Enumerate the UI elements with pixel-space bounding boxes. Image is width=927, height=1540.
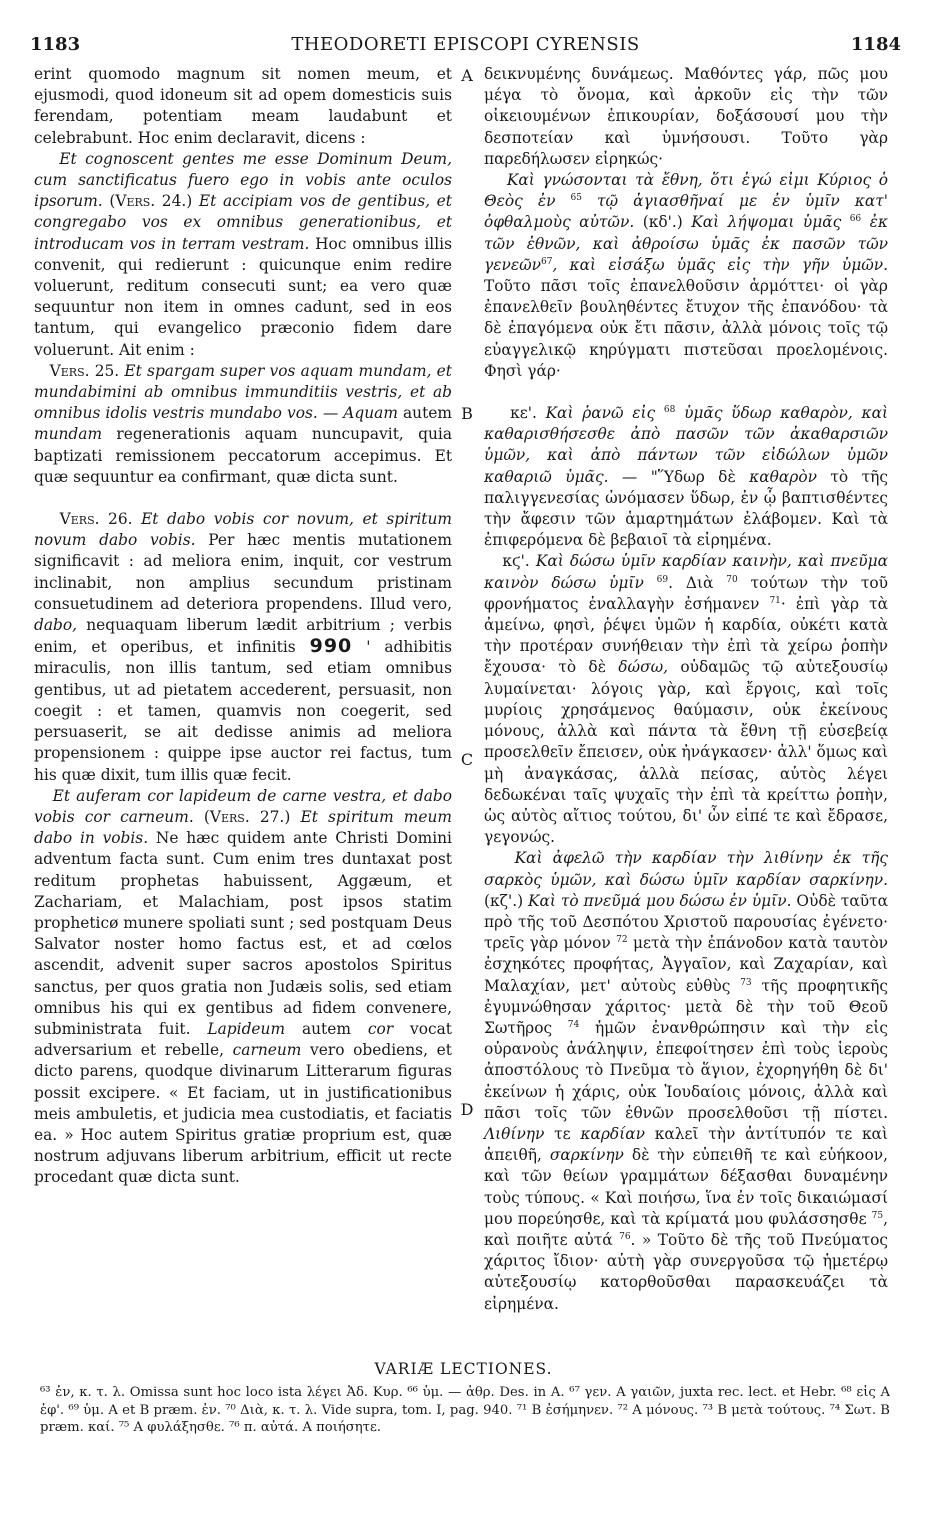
greek-p2-italic-c: Καὶ λήψομαι ὑμᾶς — [691, 213, 842, 232]
footnote-ref-75: 75 — [871, 1210, 884, 1221]
greek-p5-rest-d: ἡμῶν ἐνανθρώπησιν καὶ τὴν εἰς οὐρανοὺς ἀνάληψιν, ἐπεφοίτησεν ἐπὶ τοὺς ἱεροὺς ἀποστόλους τὸ Πνεῦμα τὸ ἅγιον, ἐχορηγήθη δὲ δι' ἐκείνων ἡ χάρις, οὐκ Ἰουδαίοις μόνοις, ἀλλὰ καὶ πᾶσι τοῖς τῶν ἐθνῶν προσελθοῦσι τῇ πίστει. — [484, 1018, 888, 1122]
greek-paragraph-4 — [484, 551, 888, 848]
footnote-ref-67: 67 — [540, 256, 553, 267]
footnote-ref-69: 69 — [656, 574, 669, 585]
latin-paragraph-3 — [34, 361, 452, 488]
latin-p4-rest-c: ' adhibitis miraculis, non illis tantum, sed etiam omnibus gentibus, ut ad pietatem accederent, persuasit, non coegit : et tamen, quamvis non coegerit, sed persuaserit, se ait dedisse animis ad meliora propensionem : quippe ipse auctor rei factus, tum his quæ dixit, tum illis quæ fecit. — [34, 638, 452, 784]
greek-p2-italic-e: , καὶ εἰσάξω ὑμᾶς εἰς τὴν γῆν ὑμῶν. — [552, 255, 888, 274]
greek-p3-italic-b: ὑμᾶς ὕδωρ καθαρὸν, καὶ καθαρισθήσεσθε ἀπὸ πασῶν τῶν ἀκαθαρσιῶν ὑμῶν, καὶ ἀπὸ πάντων τῶν εἰδώλων ὑμῶν καθαριῶ ὑμᾶς. — [484, 404, 888, 486]
margin-marker-b: B — [461, 404, 473, 423]
page-number-right: 1184 — [850, 34, 901, 55]
greek-p5-mid-b: καλεῖ τὴν ἀντίτυπόν τε καὶ ἀπειθῆ, — [484, 1124, 888, 1165]
latin-column — [34, 64, 452, 1189]
latin-p5-italic-cor: cor — [367, 1019, 394, 1038]
latin-p5-rest-a: Ne hæc quidem ante Christi Domini adventum facta sunt. Cum enim tres duntaxat post reditum prophetas habuissent, Aggæum, et Zachariam, et Malachiam, post ipsos statim propheticø munere spoliati sunt ; sed postquam Deus Salvator noster homo factus est, et ad cœlos ascendit, advenit super sacros apostolos Spiritus sanctus, per quos gratia non Judæis solis, sed etiam omnibus his qui ex gentibus ad fidem convenere, subministrata fuit. — [34, 829, 452, 1038]
footnote-ref-65: 65 — [570, 193, 582, 204]
greek-p5-italic-kardian: καρδίαν — [580, 1124, 645, 1143]
greek-p3-italic-c: καθαρὸν — [749, 467, 817, 486]
greek-p2-italic-a: Καὶ γνώσονται τὰ ἔθνη, ὅτι ἐγώ εἰμι Κύριος ὁ Θεὸς ἐν — [484, 171, 888, 211]
latin-p5-mid-a: autem — [301, 1019, 351, 1038]
greek-p2-verse: (κδ'.) — [642, 213, 683, 232]
footnote-ref-68: 68 — [663, 404, 676, 415]
greek-p4-verse: κϛ'. — [502, 552, 530, 571]
latin-p3-italic-c: mundam — [34, 425, 103, 444]
greek-p5-rest-e: δὲ τὴν εὐπειθῆ τε καὶ εὐήκοον, καὶ τῶν θείων γραμμάτων δέξασθαι δυναμένην τοὺς τύπους. « Καὶ ποιήσω, ἵνα ἐν τοῖς δικαιώμασί μου πορεύησθε, καὶ τὰ κρίματά μου φυλάσσησθε — [484, 1146, 888, 1228]
latin-paragraph-1: erint quomodo magnum sit nomen meum, et ejusmodi, quod idoneum sit ad opem domesticis suis ferendam, potentiam meam laudabunt et celebrabunt. Hoc enim declaravit, dicens : — [34, 65, 452, 147]
latin-p2-rest: Hoc omnibus illis convenit, qui redierunt : quicunque enim redire voluerunt, reditum consecuti sunt; ea vero quæ sequuntur non item in omnes cadunt, sed in eos tantum, qui evangelico præconio fidem dare voluerunt. Ait enim : — [34, 234, 452, 359]
latin-p2-verse: (Vers. 24.) — [109, 192, 193, 211]
latin-p3-italic-b: Aquam — [343, 404, 398, 423]
greek-p2-italic-d: ἐκ τῶν ἐθνῶν, καὶ ἀθροίσω ὑμᾶς ἐκ πασῶν τῶν γενεῶν — [484, 213, 888, 274]
margin-marker-d: D — [460, 1100, 474, 1119]
greek-p4-rest-a: τούτων τὴν τοῦ φρονήματος ἐναλλαγὴν ἐσήμανεν — [484, 573, 888, 613]
latin-p3-rest: regenerationis aquam nuncupavit, quia baptizati remissionem peccatorum accepimus. Et quæ sequuntur ea confirmant, quæ dicta sunt. — [34, 425, 452, 486]
latin-paragraph-2 — [34, 149, 452, 361]
greek-p4-rest-c: οὐδαμῶς τῷ αὐτεξουσίῳ λυμαίνεται· λόγοις γὰρ, καὶ ἔργοις, καὶ τοῖς μυρίοις χρησάμενος θαύμασιν, οὐκ ἐκείνους μόνους, ἀλλὰ καὶ πάντα τὰ ἔθνη τῇ εὐσεβείᾳ προσελθεῖν ἔπεισεν, οὐκ ἠνάγκασεν· ἀλλ' ὅμως καὶ μὴ ἀναγκάσας, ἀλλὰ πείσας, αὐτὸς λέγει δεδωκέναι ταῖς ψυχαῖς τὴν ἐπὶ τὰ κρείττω ῥοπὴν, ὡς αὐτὸς αἴτιος τούτου, δι' ὧν εἰπέ τε καὶ ἔδρασε, γεγονώς. — [484, 658, 888, 847]
running-header — [30, 34, 901, 58]
greek-p5-italic-lithinen: Λιθίνην — [484, 1124, 545, 1143]
page-number-left: 1183 — [30, 34, 81, 55]
latin-p4-italic-dabo: dabo, — [34, 616, 78, 635]
greek-p3-italic-a: Καὶ ῥανῶ εἰς — [545, 404, 656, 423]
latin-p3-mid: autem — [402, 404, 452, 423]
latin-p5-verse: (Vers. 27.) — [203, 807, 291, 826]
latin-p3-verse: Vers. 25. — [49, 361, 120, 380]
greek-p5-italic-b: Καὶ τὸ πνεῦμά μου δώσω ἐν ὑμῖν. — [528, 891, 792, 910]
footnote-ref-70: 70 — [726, 574, 738, 585]
greek-paragraph-5 — [484, 848, 888, 1314]
greek-paragraph-2 — [484, 170, 888, 382]
latin-p4-rest-a: Per hæc mentis mutationem significavit : ad meliora enim, inquit, cor vestrum inclinabit, non amplius secundum pristinam consuetudinem ad deteriora propendens. Illud vero, — [34, 531, 452, 613]
greek-p5-verse: (κζ'.) — [484, 891, 524, 910]
latin-p4-verse: Vers. 26. — [59, 510, 133, 529]
latin-p3-dash: — — [322, 404, 339, 423]
margin-marker-a: A — [461, 66, 473, 85]
greek-p4-italic-a: Καὶ δώσω ὑμῖν καρδίαν καινὴν, καὶ πνεῦμα καινὸν δώσω ὑμῖν — [484, 552, 888, 592]
latin-p3-italic: Et spargam super vos aquam mundam, et mundabimini ab omnibus immunditiis vestris, et ab omnibus idolis vestris mundabo vos. — [34, 361, 452, 423]
variae-lectiones-notes: ⁶³ ἐν, κ. τ. λ. Omissa sunt hoc loco ista λέγει Ἀδ. Κυρ. ⁶⁶ ὑμ. — ἀθρ. Des. in A. ⁶⁷ γεν. A γαιῶν, juxta rec. lect. et Hebr. ⁶⁸ εἰς A ἐφ'. ⁶⁹ ὑμ. A et B præm. ἐν. ⁷⁰ Διὰ, κ. τ. λ. Vide supra, tom. I, pag. 940. ⁷¹ B ἐσήμηνεν. ⁷² A μόνους. ⁷³ B μετὰ τούτους. ⁷⁴ Σωτ. B præm. καί. ⁷⁵ A φυλάξησθε. ⁷⁶ π. αὐτά. A ποιήσητε. — [40, 1385, 890, 1436]
latin-p5-italic-lapideum: Lapideum — [207, 1019, 286, 1038]
greek-p4-mid: . Διὰ — [668, 573, 714, 592]
latin-p2-italic-a: Et cognoscent gentes me esse Dominum Deum, cum sanctificatus fuero ego in vobis ante oculos ipsorum. — [34, 149, 452, 211]
footnote-ref-74: 74 — [567, 1019, 580, 1030]
greek-p5-rest-a: Οὐδὲ ταῦτα πρὸ τῆς τοῦ Δεσπότου Χριστοῦ παρουσίας ἐγένετο· τρεῖς γὰρ μόνον — [484, 891, 888, 953]
latin-paragraph-4 — [34, 509, 452, 786]
latin-p2-italic-b: Et accipiam vos de gentibus, et congregabo vos ex omnibus generationibus, et introducam vos in terram vestram. — [34, 192, 452, 253]
footnote-ref-71: 71 — [769, 595, 781, 606]
greek-p4-italic-doso: δώσω, — [618, 658, 669, 677]
latin-p4-rest-b: nequaquam liberum lædit arbitrium ; verbis enim, et operibus, et infinitis — [34, 616, 452, 657]
greek-p3-rest: τὸ τῆς παλιγγενεσίας ὠνόμασεν ὕδωρ, ἐν ᾧ βαπτισθέντες τὴν ἄφεσιν τῶν ἁμαρτημάτων ἐλάβομεν. Καὶ τὰ ἐπιφερόμενα δὲ βεβαιοῖ τὰ εἰρημένα. — [484, 467, 888, 550]
greek-paragraph-1: δεικνυμένης δυνάμεως. Μαθόντες γάρ, πῶς μου μέγα τὸ ὄνομα, καὶ ἀρκοῦν εἰς τὴν τῶν οἰκειουμένων ἐπικουρίαν, δοξάσουσί μου τὴν δεσποτείαν καὶ ὑμνήσουσι. Τοῦτο γὰρ παρεδήλωσεν εἰρηκώς· — [484, 65, 888, 168]
greek-p5-rest-f: , καὶ ποιῆτε αὐτά — [484, 1209, 888, 1249]
running-title: THEODORETI EPISCOPI CYRENSIS — [291, 34, 640, 55]
greek-p2-rest: Τοῦτο πᾶσι τοῖς ἐπανελθοῦσιν ἁρμόττει· οἱ γὰρ ἐπανελθεῖν βουληθέντες ἔτυχον τῆς ἐπανόδου· τὰ δὲ ἐπαγόμενα οὐκ ἔτι πᾶσιν, ἀλλὰ μόνοις τοῖς τῷ εὐαγγελικῷ κηρύγματι πιστεῦσαι προελομένοις. Φησὶ γάρ· — [484, 277, 888, 380]
greek-p5-rest-c: τῆς προφητικῆς ἐγυμνώθησαν χάριτος· μετὰ δὲ τὴν τοῦ Θεοῦ Σωτῆρος — [484, 976, 888, 1037]
footnote-ref-72: 72 — [616, 935, 628, 945]
margin-marker-c: C — [460, 750, 474, 769]
latin-paragraph-5 — [34, 786, 452, 1189]
greek-p5-mid-a: τε — [554, 1124, 571, 1143]
greek-p5-rest-b: μετὰ τὴν ἐπάνοδον κατὰ ταυτὸν ἐσχηκότες προφήτας, Ἀγγαῖον, καὶ Ζαχαρίαν, καὶ Μαλαχίαν, μετ' αὐτοὺς εὐθὺς — [484, 934, 888, 995]
greek-p2-italic-b: τῷ ἁγιασθῆναί με ἐν ὑμῖν κατ' ὀφθαλμοὺς αὐτῶν. — [484, 192, 888, 232]
greek-column — [484, 64, 888, 1315]
footnote-ref-66: 66 — [849, 214, 862, 225]
latin-p5-italic-a: Et auferam cor lapideum de carne vestra, et dabo vobis cor carneum. — [34, 786, 452, 826]
variae-lectiones-heading: VARIÆ LECTIONES. — [374, 1360, 553, 1378]
latin-p4-italic: Et dabo vobis cor novum, et spiritum novum dabo vobis. — [34, 510, 452, 550]
footnote-ref-73: 73 — [740, 977, 752, 988]
greek-p3-verse: κε'. — [510, 404, 537, 423]
greek-paragraph-3 — [484, 403, 888, 551]
greek-p5-rest-g: . » Τοῦτο δὲ τῆς τοῦ Πνεύματος χάριτος ἴδιον· αὐτὴ γὰρ συνεργοῦσα τῷ ἡμετέρῳ αὐτεξουσίῳ κατορθοῦσθαι παρασκευάζει τὰ εἰρημένα. — [484, 1230, 888, 1313]
latin-p5-italic-b: Et spiritum meum dabo in vobis. — [34, 807, 452, 848]
greek-p3-dash: — "Ὕδωρ δὲ — [621, 467, 736, 486]
edition-page-number: 990 — [309, 635, 353, 658]
greek-p5-italic-a: Καὶ ἀφελῶ τὴν καρδίαν τὴν λιθίνην ἐκ τῆς σαρκὸς ὑμῶν, καὶ δώσω ὑμῖν καρδίαν σαρκίνην. — [484, 849, 888, 889]
footnote-ref-76: 76 — [619, 1231, 631, 1242]
latin-p5-mid-b: vocat adversarium et rebelle, — [34, 1019, 452, 1060]
greek-p5-italic-sarkinen: σαρκίνην — [549, 1146, 624, 1165]
latin-p5-rest-b: vero obediens, et dicto parens, quodque divinarum Litterarum figuras possit excipere. « Et faciam, ut in justificationibus meis ambuletis, et judicia mea custodiatis, et faciatis ea. » Hoc autem Spiritus gratiæ proprium est, quæ nostrum adjuvans liberum arbitrium, efficit ut recte procedant quæ dicta sunt. — [34, 1041, 452, 1187]
latin-p5-italic-carneum: carneum — [232, 1041, 302, 1060]
greek-p4-rest-b: · ἐπὶ γὰρ τὰ ἀμείνω, φησὶ, ῥέψει ὑμῶν ἡ καρδία, οὐκέτι κατὰ τὴν προτέραν συνήθειαν τὴν ἐπὶ τὰ χείρω ῥοπὴν ἔχουσα· τὸ δὲ — [484, 594, 888, 677]
